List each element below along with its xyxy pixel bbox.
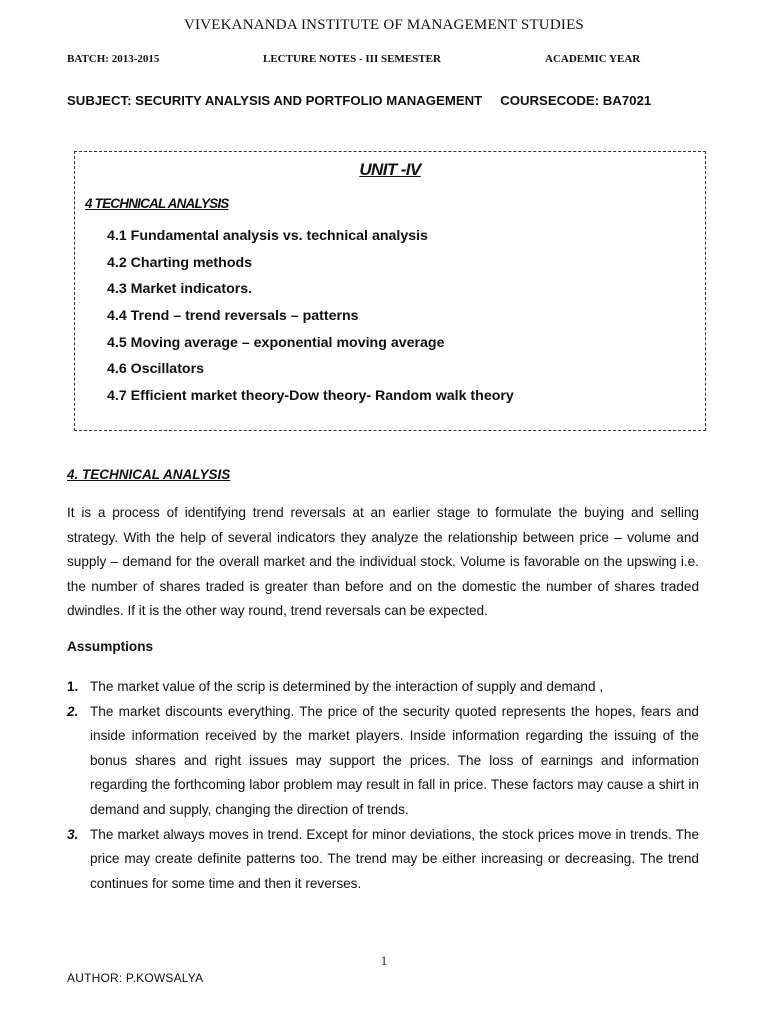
assumption-text: The market discounts everything. The price of the security quoted represents the hopes, fears and inside information received by the market players. Inside information regarding the issuing of the bonus shares and right issues may support the prices. The loss of earnings and information regarding the forthcoming labor problem may result in fall in price. These factors may cause a shirt in demand and supply, changing the direction of trends. [90, 703, 699, 817]
author-credit: AUTHOR: P.KOWSALYA [67, 971, 204, 985]
assumption-item [67, 675, 699, 700]
unit-heading: 4 TECHNICAL ANALYSIS [85, 196, 229, 211]
unit-title: UNIT -IV [359, 160, 421, 179]
assumption-text: The market always moves in trend. Except for minor deviations, the stock prices move in trends. The price may create definite patterns too. The trend may be either increasing or decreasing. The trend continues for some time and then it reverses. [90, 826, 699, 891]
meta-row [0, 53, 768, 69]
topic-list [107, 228, 514, 415]
subject-title: SUBJECT: SECURITY ANALYSIS AND PORTFOLIO MANAGEMENT [67, 93, 483, 108]
topic-item: 4.2 Charting methods [107, 254, 253, 271]
academic-year-label: ACADEMIC YEAR [545, 53, 641, 65]
assumption-item [67, 823, 699, 897]
section-heading: 4. TECHNICAL ANALYSIS [67, 467, 231, 482]
topic-item: 4.5 Moving average – exponential moving average [107, 334, 445, 351]
unit-outline-box [74, 151, 706, 431]
assumption-text: The market value of the scrip is determined by the interaction of supply and demand , [90, 679, 604, 694]
page-number: 1 [380, 954, 388, 968]
topic-item: 4.7 Efficient market theory-Dow theory- Random walk theory [107, 388, 514, 405]
topic-item: 4.3 Market indicators. [107, 281, 253, 298]
intro-paragraph: It is a process of identifying trend reversals at an earlier stage to formulate the buying and selling strategy. With the help of several indicators they analyze the relationship between price – volume and supply – demand for the overall market and the individual stock. Volume is favorable on the upswing i.e. the number of shares traded is greater than before and on the domestic the number of shares traded dwindles. If it is the other way round, trend reversals can be expected. [67, 505, 699, 619]
assumption-number: 3. [67, 826, 79, 842]
subject-row [67, 93, 651, 108]
assumption-number: 2. [67, 703, 79, 719]
institute-name: VIVEKANANDA INSTITUTE OF MANAGEMENT STUDIES [184, 17, 584, 33]
topic-item: 4.1 Fundamental analysis vs. technical analysis [107, 228, 428, 244]
assumption-number: 1. [67, 679, 79, 694]
assumption-item [67, 700, 699, 823]
topic-item: 4.6 Oscillators [107, 361, 204, 378]
assumptions-heading: Assumptions [67, 639, 154, 654]
course-code: COURSECODE: BA7021 [500, 93, 652, 108]
lecture-notes-label: LECTURE NOTES - III SEMESTER [263, 53, 441, 65]
topic-item: 4.4 Trend – trend reversals – patterns [107, 308, 359, 325]
batch-label: BATCH: 2013-2015 [67, 53, 160, 65]
assumption-list [67, 675, 699, 896]
